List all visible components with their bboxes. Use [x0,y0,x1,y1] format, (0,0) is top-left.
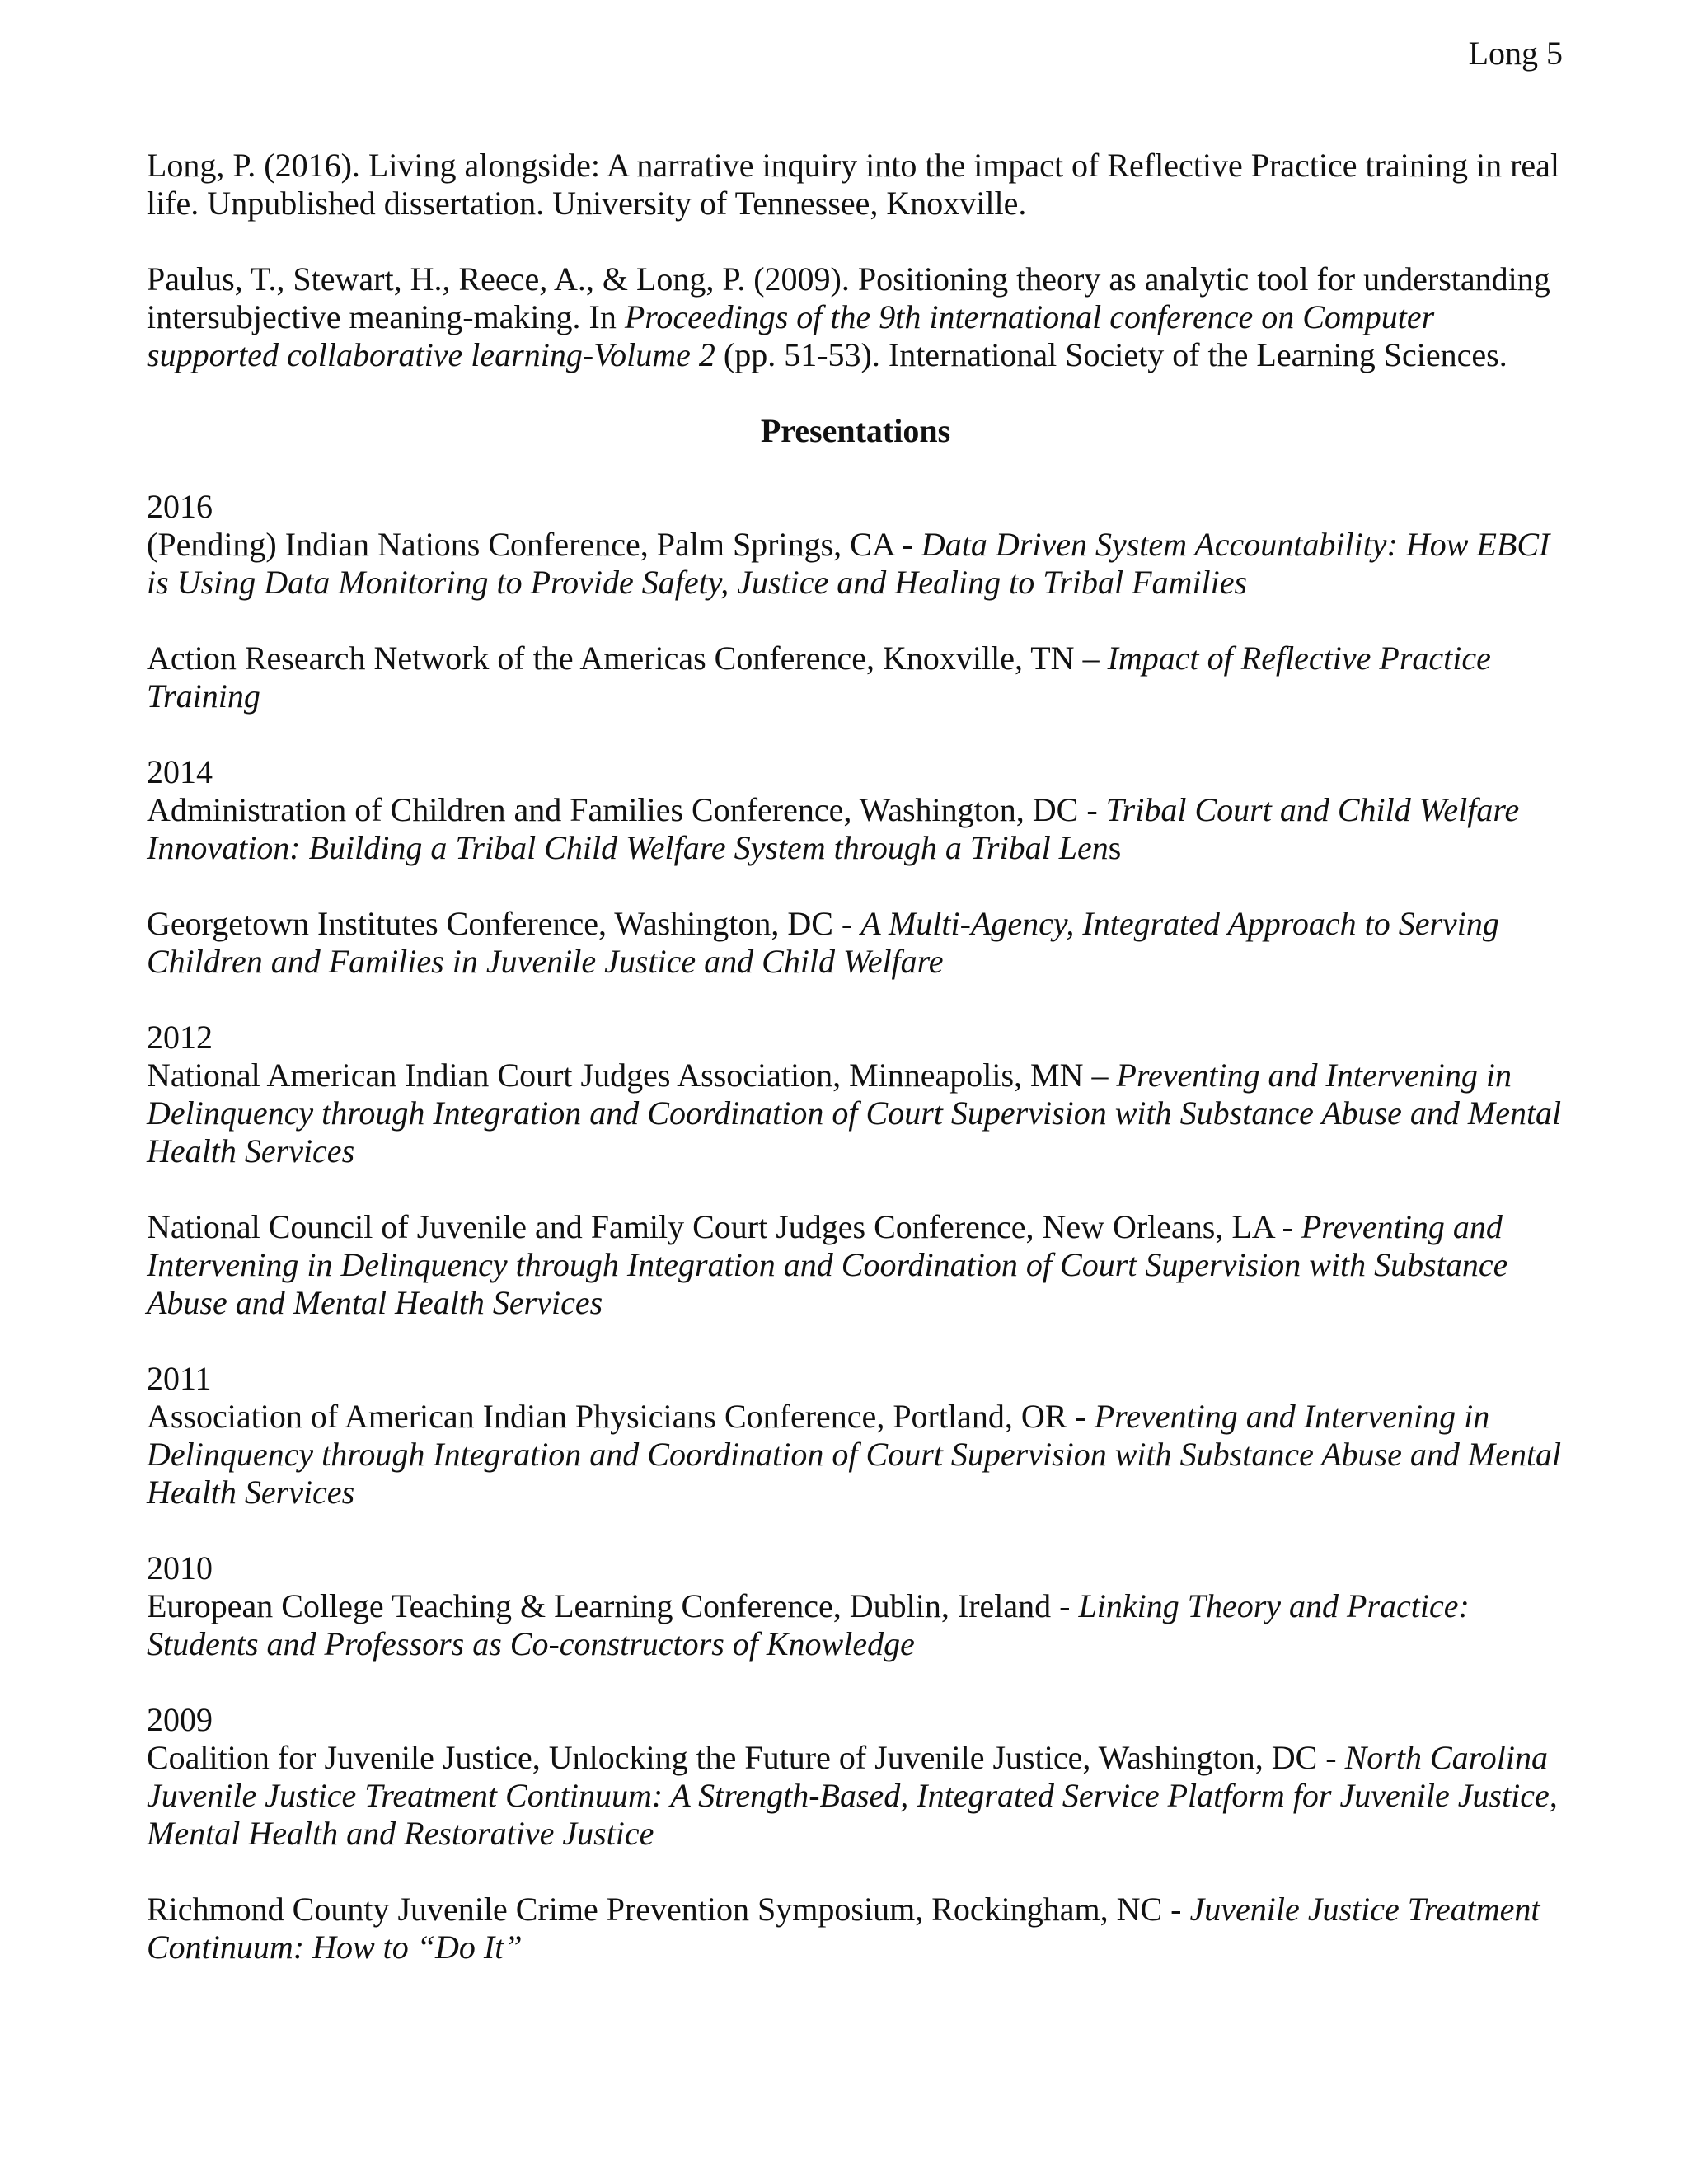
presentation-title: Preventing and Intervening in Delinquency through Integration and Coordination of Court Supervision with Substance Abuse and Mental Health Services [147,1208,1508,1321]
page-number-header: Long 5 [1468,35,1563,72]
publication-source-title: Proceedings of the 9th international conference on Computer supported collaborative learning-Volume 2 [147,298,1435,373]
presentation-venue: National American Indian Court Judges Association, Minneapolis, MN – [147,1057,1117,1094]
publication-citation: Long, P. (2016). Living alongside: A narrative inquiry into the impact of Reflective Practice training in real life. Unpublished dissertation. University of Tennessee, Knoxville. [147,147,1560,222]
presentation-year-group [147,488,1564,602]
presentation-year: 2014 [147,753,213,790]
presentation-title-tail: s [1108,829,1122,866]
presentation-venue: Georgetown Institutes Conference, Washington, DC - [147,905,861,942]
presentation-title: Linking Theory and Practice: Students and Professors as Co-constructors of Knowledge [147,1587,1470,1662]
presentations-heading: Presentations [760,412,951,449]
presentation-item [147,1057,1564,1170]
presentation-item [147,1398,1564,1511]
presentation-item [147,1208,1564,1322]
presentation-title: Preventing and Intervening in Delinquency through Integration and Coordination of Court Supervision with Substance Abuse and Mental Health Services [147,1057,1562,1169]
presentation-venue: European College Teaching & Learning Conference, Dublin, Ireland - [147,1587,1079,1624]
presentation-venue: Association of American Indian Physicians Conference, Portland, OR - [147,1398,1095,1435]
presentation-item [147,1891,1564,1966]
presentation-item-block [147,1208,1564,1322]
presentation-title: Data Driven System Accountability: How EBCI is Using Data Monitoring to Provide Safety, Justice and Healing to Tribal Families [147,526,1550,601]
presentation-title: Preventing and Intervening in Delinquency through Integration and Coordination of Court Supervision with Substance Abuse and Mental Health Services [147,1398,1562,1511]
presentation-title: Tribal Court and Child Welfare Innovation: Building a Tribal Child Welfare System through a Tribal Len [147,791,1520,866]
presentation-item [147,526,1564,602]
publication-entry [147,147,1564,223]
presentation-item [147,791,1564,867]
publication-citation-tail: (pp. 51-53). International Society of the Learning Sciences. [715,336,1507,373]
presentation-year: 2010 [147,1549,213,1586]
presentation-year: 2016 [147,488,213,525]
presentation-title: North Carolina Juvenile Justice Treatment Continuum: A Strength-Based, Integrated Service Platform for Juvenile Justice, Mental Health and Restorative Justice [147,1739,1558,1852]
presentation-year: 2012 [147,1019,213,1056]
presentation-venue: Action Research Network of the Americas Conference, Knoxville, TN – [147,640,1108,677]
presentation-item [147,1587,1564,1663]
presentation-venue: (Pending) Indian Nations Conference, Palm Springs, CA - [147,526,921,563]
publication-entry [147,260,1564,374]
presentation-year-group [147,1360,1564,1511]
presentation-year: 2011 [147,1360,212,1397]
document-body [147,147,1564,2004]
presentation-title: Juvenile Justice Treatment Continuum: How to “Do It” [147,1891,1540,1966]
presentation-venue: National Council of Juvenile and Family Court Judges Conference, New Orleans, LA - [147,1208,1301,1245]
presentation-year-group [147,1019,1564,1170]
presentation-title: A Multi-Agency, Integrated Approach to Serving Children and Families in Juvenile Justice and Child Welfare [147,905,1499,980]
presentation-year-group [147,1701,1564,1853]
presentation-item-block [147,1891,1564,1966]
presentation-venue: Administration of Children and Families Conference, Washington, DC - [147,791,1106,828]
presentation-item [147,905,1564,981]
presentation-venue: Coalition for Juvenile Justice, Unlocking the Future of Juvenile Justice, Washington, DC - [147,1739,1345,1776]
presentation-venue: Richmond County Juvenile Crime Prevention Symposium, Rockingham, NC - [147,1891,1190,1928]
publication-citation-lead: Paulus, T., Stewart, H., Reece, A., & Long, P. (2009). Positioning theory as analytic tool for understanding intersubjective meaning-making. In [147,260,1550,335]
presentation-item-block [147,640,1564,715]
presentation-item [147,1739,1564,1853]
presentation-item-block [147,905,1564,981]
presentation-year-group [147,753,1564,867]
presentation-year: 2009 [147,1701,213,1738]
presentation-year-group [147,1549,1564,1663]
presentation-item [147,640,1564,715]
presentation-title: Impact of Reflective Practice Training [147,640,1491,715]
